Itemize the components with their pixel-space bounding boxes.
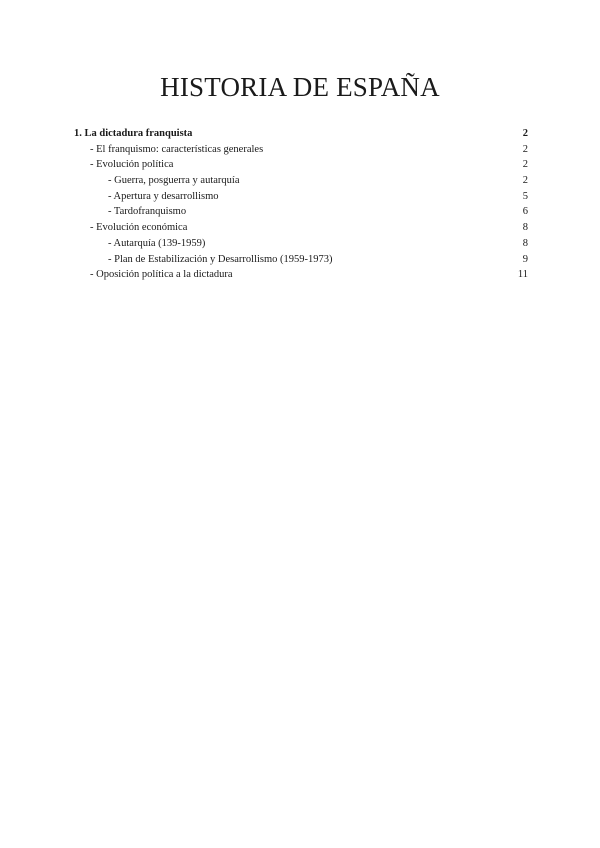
toc-entry-page: 8	[522, 237, 528, 249]
toc-entry[interactable]	[74, 236, 528, 252]
toc-entry-label: - Guerra, posguerra y autarquía	[108, 175, 240, 187]
toc-entry-label: - Evolución económica	[90, 222, 188, 234]
toc-entry[interactable]	[74, 220, 528, 236]
toc-entry-label: - Evolución política	[90, 159, 174, 171]
toc-entry-label: 1. La dictadura franquista	[74, 128, 193, 139]
toc-entry-label: - Oposición política a la dictadura	[90, 269, 233, 281]
toc-entry-label: - Autarquía (139-1959)	[108, 237, 206, 249]
toc-entry-page: 2	[522, 128, 528, 139]
toc-entry-page: 9	[522, 253, 528, 265]
table-of-contents	[74, 126, 528, 283]
toc-entry-page: 2	[522, 143, 528, 155]
toc-entry[interactable]	[74, 267, 528, 283]
toc-entry[interactable]	[74, 252, 528, 268]
toc-entry-page: 2	[522, 175, 528, 187]
toc-entry[interactable]	[74, 173, 528, 189]
toc-entry-page: 11	[517, 269, 528, 281]
toc-entry-page: 5	[522, 190, 528, 202]
toc-entry-label: - Apertura y desarrollismo	[108, 190, 219, 202]
toc-entry-label: - El franquismo: características generales	[90, 143, 264, 155]
toc-entry[interactable]	[74, 126, 528, 142]
toc-entry-page: 6	[522, 206, 528, 218]
toc-entry[interactable]	[74, 204, 528, 220]
toc-entry-label: - Plan de Estabilización y Desarrollismo (1959-1973)	[108, 253, 333, 265]
toc-entry[interactable]	[74, 189, 528, 205]
toc-entry-label: - Tardofranquismo	[108, 206, 187, 218]
toc-entry[interactable]	[74, 157, 528, 173]
document-title: HISTORIA DE ESPAÑA	[160, 72, 440, 102]
toc-entry-page: 2	[522, 159, 528, 171]
toc-entry[interactable]	[74, 142, 528, 158]
toc-entry-page: 8	[522, 222, 528, 234]
